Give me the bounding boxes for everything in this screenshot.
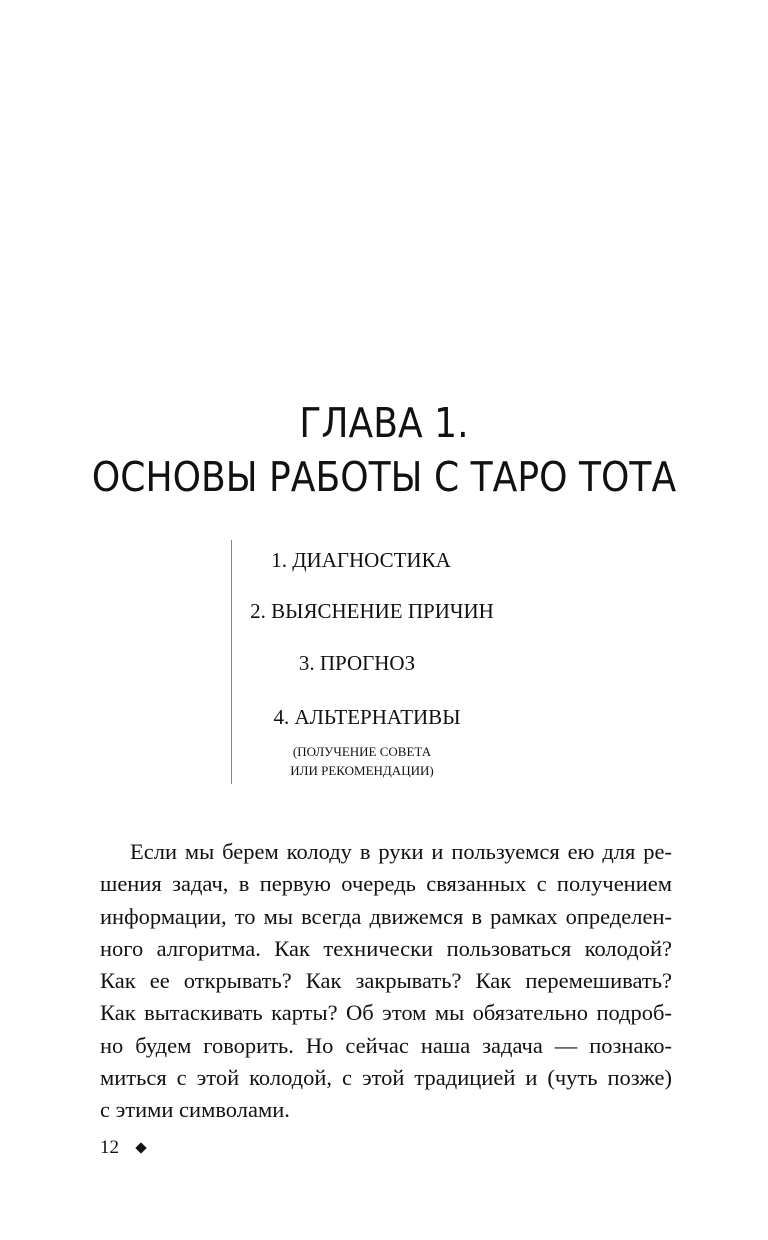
body-line: с этими символами.: [100, 1097, 290, 1123]
outline-item-forecast: 3. ПРОГНОЗ: [298, 651, 416, 675]
outline-item-diagnostics: 1. ДИАГНОСТИКА: [271, 548, 451, 572]
chapter-title-line-1: ГЛАВА 1.: [299, 399, 469, 447]
diamond-icon: [135, 1142, 146, 1153]
body-line: Как вытаскивать карты? Об этом мы обязательно подроб-: [100, 1000, 672, 1026]
body-line: но будем говорить. Но сейчас наша задача — познако-: [100, 1032, 672, 1058]
body-line: информации, то мы всегда движемся в рамках определен-: [100, 903, 672, 929]
outline-note-line-1: (ПОЛУЧЕНИЕ СОВЕТА: [292, 744, 432, 759]
outline-item-causes: 2. ВЫЯСНЕНИЕ ПРИЧИН: [250, 599, 494, 623]
chapter-title: [46, 396, 722, 504]
body-line: шения задач, в первую очередь связанных с получением: [100, 871, 672, 897]
outline-note-line-2: ИЛИ РЕКОМЕНДАЦИИ): [290, 763, 434, 778]
page-number: 12: [100, 1137, 119, 1158]
body-paragraph: [100, 836, 672, 1127]
body-line: Как ее открывать? Как закрывать? Как перемешивать?: [100, 968, 672, 994]
body-line: миться с этой колодой, с этой традицией и (чуть позже): [100, 1065, 672, 1091]
outline-item-alternatives: 4. АЛЬТЕРНАТИВЫ: [273, 705, 461, 729]
outline-item-note: [262, 742, 462, 780]
body-line: Если мы берем колоду в руки и пользуемся ею для ре-: [130, 839, 672, 864]
page-footer: [100, 1136, 145, 1160]
chapter-outline: [231, 540, 532, 784]
chapter-title-line-2: ОСНОВЫ РАБОТЫ С ТАРО ТОТА: [91, 453, 677, 501]
body-line: ного алгоритма. Как технически пользоваться колодой?: [100, 935, 672, 961]
